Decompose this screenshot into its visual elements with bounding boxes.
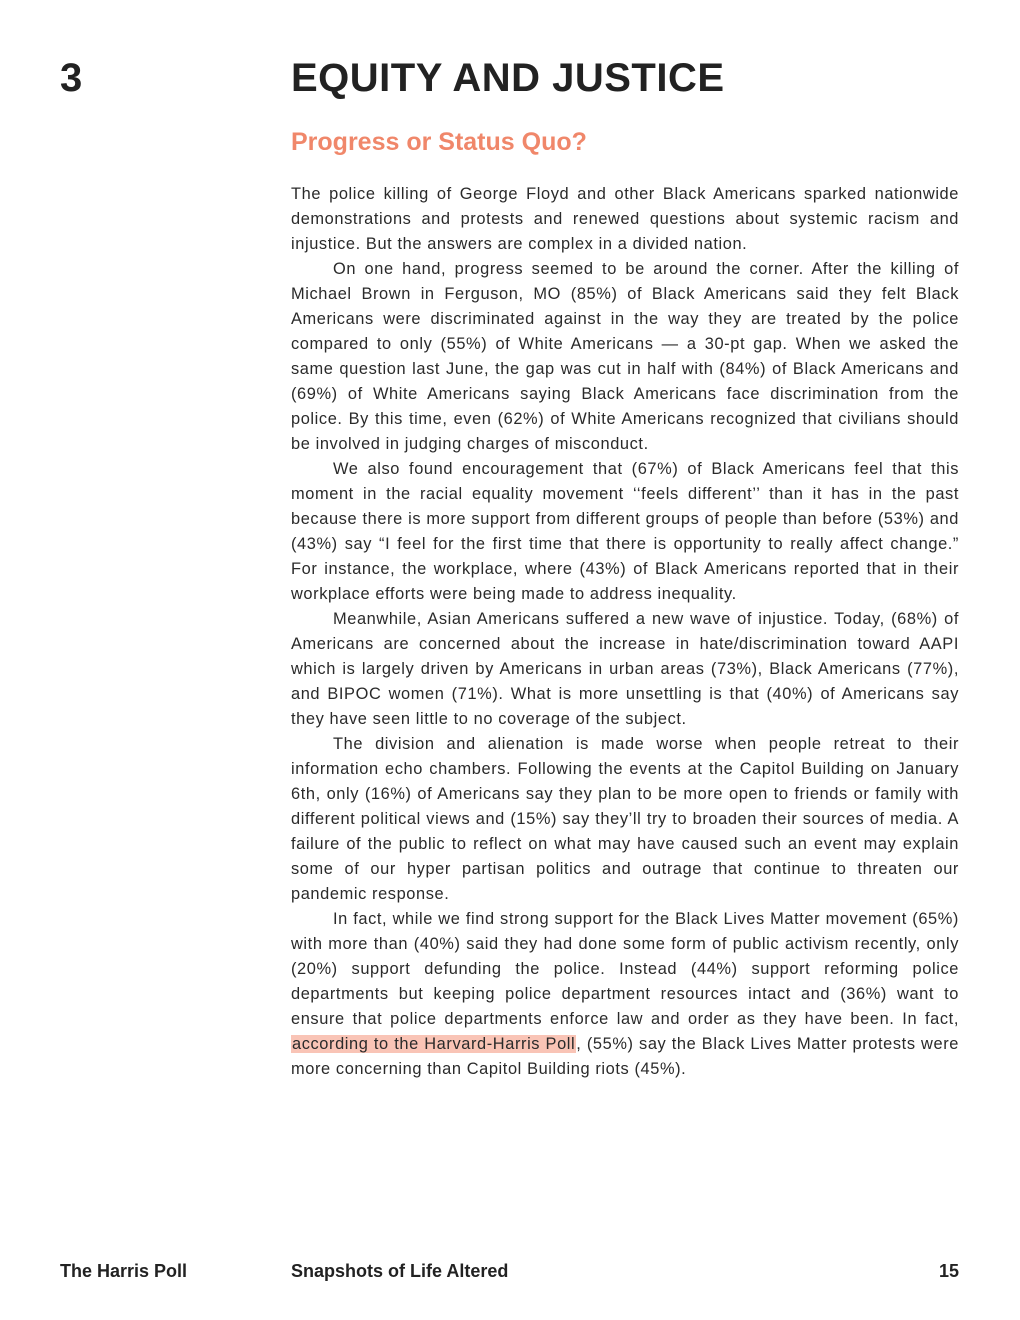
paragraph-6-text-start: In fact, while we find strong support for the Black Lives Matter movement (65%) with more than (40%) said they had done some form of public activism recently, only (20%) support defunding the police. Instead (44%) support reforming police departments but keeping police department resources intact and (36%) want to ensure that police departments enforce law and order as they have been. In fact, — [291, 910, 959, 1028]
paragraph-3: We also found encouragement that (67%) of Black Americans feel that this moment in the racial equality movement ‘‘feels different’’ than it has in the past because there is more support from different groups of people than before (53%) and (43%) say “I feel for the first time that there is opportunity to really affect change.” For instance, the workplace, where (43%) of Black Americans reported that in their workplace efforts were being made to address inequality. — [291, 460, 959, 603]
footer-publication-title: Snapshots of Life Altered — [291, 1261, 509, 1281]
paragraph-1: The police killing of George Floyd and other Black Americans sparked nationwide demonstrations and protests and renewed questions about systemic racism and injustice. But the answers are complex in a divided nation. — [291, 185, 959, 253]
paragraph-4: Meanwhile, Asian Americans suffered a new wave of injustice. Today, (68%) of Americans are concerned about the increase in hate/discrimination toward AAPI which is largely driven by Americans in urban areas (73%), Black Americans (77%), and BIPOC women (71%). What is more unsettling is that (40%) of Americans say they have seen little to no coverage of the subject. — [291, 610, 959, 728]
page-title: EQUITY AND JUSTICE — [291, 56, 725, 100]
footer-publisher: The Harris Poll — [60, 1261, 188, 1281]
harvard-harris-poll-link[interactable]: according to the Harvard-Harris Poll — [292, 1035, 576, 1053]
paragraph-6 — [291, 907, 959, 1082]
paragraph-2: On one hand, progress seemed to be around the corner. After the killing of Michael Brown in Ferguson, MO (85%) of Black Americans said they felt Black Americans were discriminated against in the way they are treated by the police compared to only (55%) of White Americans — a 30-pt gap. When we asked the same question last June, the gap was cut in half with (84%) of Black Americans and (69%) of White Americans saying Black Americans face discrimination from the police. By this time, even (62%) of White Americans recognized that civilians should be involved in judging charges of misconduct. — [291, 260, 959, 453]
article-body — [291, 182, 959, 1082]
paragraph-5: The division and alienation is made worse when people retreat to their information echo chambers. Following the events at the Capitol Building on January 6th, only (16%) of Americans say they plan to be more open to friends or family with different political views and (15%) say they’ll try to broaden their sources of media. A failure of the public to reflect on what may have caused such an event may explain some of our hyper partisan politics and outrage that continue to threaten our pandemic response. — [291, 735, 959, 903]
page-number: 15 — [938, 1261, 959, 1281]
paragraph-6-text-end: , (55%) say the Black Lives Matter protests were more concerning than Capitol Building riots (45%). — [291, 1035, 959, 1078]
section-subtitle: Progress or Status Quo? — [291, 128, 587, 156]
chapter-number: 3 — [60, 56, 83, 100]
